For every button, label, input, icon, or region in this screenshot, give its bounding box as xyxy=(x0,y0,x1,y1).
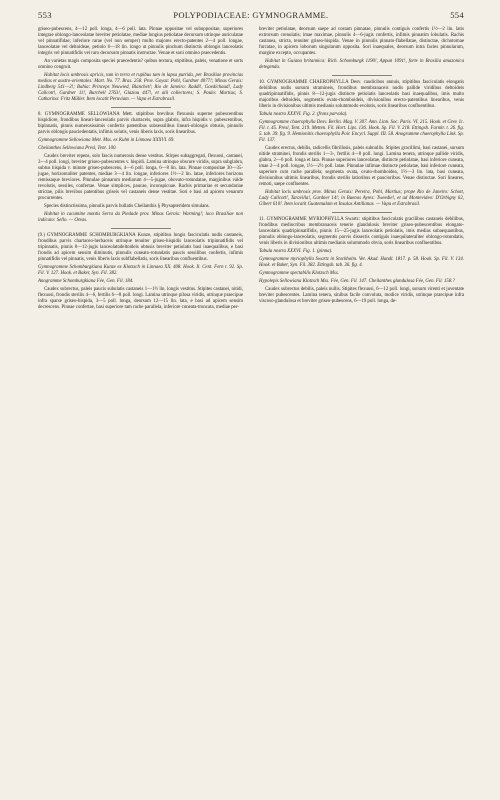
paragraph: An varietas magis composita speciei praecedentis? quibus textura, stipitibus, paleis, venatione et sorts omnino congruit. xyxy=(38,59,243,71)
left-column xyxy=(38,27,243,313)
section-divider xyxy=(111,107,171,108)
synonym-citation: Cheilanthes Sellowiana Presl, Tent. 100. xyxy=(38,145,117,151)
synonym-citation: Gymnogramme chaerophylla Desv. Berlin. Mag. V. 307. Ann. Linn. Soc. Paris. VI. 215. Hook. et Grev. Ic. Fil. t. 45. Presl, Tent. 219. Metten. Fil. Hort. Lips. 136. Hook. Sp. Fil. V. 218. Ettingsh. Farnkr. t. 26. fig. 5. tab. 39. fig. 9. Hemionitis chaerophylla Poir. Encycl. Suppl. III. 58. Anogramme chaerophylla Link. Sp. Fil. 137. xyxy=(259,120,464,144)
section-divider xyxy=(332,75,392,76)
habitat-note: Habitat in Guiana britannica: Rich. Schomburgk 1190!, Appun 1091!, forte in Brasilia amazonica detegenda. xyxy=(259,59,464,71)
species-heading: 10. GYMNOGRAMME CHAEROPHYLLA Desv. caudicibus annuis, stipitibus fasciculatis elongatis debilibus nudis sursum stramineis, frondibus membranaceis nudis pallide viridibus deltoideis quadripinnatifidis, pinnis 8—12-jugis distincte petiolatis lanceolatis basi inaequalibus, imis multo majoribus deltoideis, segmentis ovato-rhomboideis, divisionibus erecto-patentibus linearibus, venis liberis in divisionibus ultimis medianis solummodo evolutis, soris linearibus confluentibus. xyxy=(259,80,464,110)
paragraph: Species distinctissima, pinnulis parvis bullatis Cheilanthis § Physapteridem simulans. xyxy=(44,204,210,209)
paragraph: Caudex breviter repens, solo fascis numerosis dense vestitus. Stirpes subaggregati, flexuosi, castanei, 3—4 poll. longi, breviter griseo-pubescentes v. hispidi. Lamina utrinque obscure viridis, supra subglabra, subtus hispida v. minute griseo-pubescens, 4—6 poll. longa, 6—8 lin. lata. Pinnae compositae 30—35-jugae, horizontaliter patentes, mediae 3—4 lin. longae, inferiores 1½—2 lin. latae, inferiores horizons remissaque breviores. Pinnulae pinnarum mediarum 4—5-jugae, obovato-rotundatae, marginibus valde revolutis, sessiles, confertae. Venae simplices, paucae, inconspicuae. Rachis primariae et secundariae strictae, pilis brevibus patentibus griseis vel castaneis dense vestitae. Sori e basi ad apicem venarum procurrentes. xyxy=(38,153,243,202)
section-divider xyxy=(332,212,392,213)
synonym-citation: Hypolepis Sellowiana Klotzsch Mss. Fée, Gen. Fil. 147. Cheilanthes glandulosa Fée, Gen. Fil. 158.? xyxy=(259,278,455,284)
left-page-number: 553 xyxy=(38,10,52,20)
species-heading: 8. GYMNOGRAMME SELLOWIANA Mett. stipitibus brevibus flexuosis superne pubescentibus hispidiore, frondibus lineari-lanceolatis parvis chartaceis, supra glabris, infra hispidis v. pubescentibus, bipinnatis, pinnis numerosissimis confertis patentibus subsessilibus lineari-oblongis obtusis, pinnulis parvis oblongis pauciedentatis, infimis solutis, venis liberis laxis, soris linearibus. xyxy=(38,112,243,136)
plate-reference: Tabula nostra XXXVI. Fig. 1. (pinna). xyxy=(259,249,333,255)
synonym-citation: Gymnogramme myriophylla Swartz in Stockholm. Vet. Akad. Handl. 1817. p. 58. Hook. Sp. Fil. V. 134. Hook. et Baker, Syn. Fil. 382. Ettingsh. tab. 36. fig. 4. xyxy=(259,257,464,269)
paragraph: Caudex subrectus, paleis paucis subulatis castaneis 1—1½ lin. longis vestitus. Stipites castanei, nitidi, flexuosi, frondis sterilis 4—6, fertilis 6—8 poll. longi. Lamina utrinque pilosa viridis, utrinque praecipue infra sparse griseo-hispida, 3—5 poll. longa, deorsum 12—15 lin. lata, e basi ad apicem sensim decrescens. Pinnae confertae, basi superiore tam rache parallela, inferiore cuneata-truncata, mediae per- xyxy=(38,286,243,310)
species-heading: 11. GYMNOGRAMME MYRIOPHYLLA Swartz: stipitibus fasciculatis gracilibus castaneis debilibus, frondibus mediocribus membranaceis tenerie glandulosis breviter griseo-pubescentibus elongato-lanceolatis quadripinnatifidis, pinnis 15—25-jugis lanceolatis petiolatis, imis medias subaequantibus, pinnulis oblongo-lanceolatis, segmentis parvis dissectis contiguis inaequilateraliter oblongo-rotundatis, venis liberis in divisionibus ultimis medianis solummodo obvia, soris linearibus confluentibus. xyxy=(259,217,464,247)
species-heading: (9.) GYMNOGRAMME SCHOMBURGKIANA Kunze, stipitibus longis fasciculatis nudis castaneis, frondibus parvis chartaceo-herbaceis utrinque tenuiter griseo-hispidis lanceolatis tripinnatifidis vel tripinnatis, pinnis 8—12-jugis lanceolatodeltoideis obtusis breviter petiolatis basi inaequalibus, e basi frondis ad apicem sensim diminutis, pinnulis cuneato-rotundatis paucis sessilibus confertis, infimis pinnatifidis vel pinnatis, venis liberis laxis subflabellatis, soris linearibus confluentibus. xyxy=(38,232,243,263)
habitat-note: Habitat in cacumine montis Serra da Piedade prov. Minas Gerais: Warming!; loco Brasiliae non indicato: Sello. — Oreas. xyxy=(38,211,243,223)
running-header xyxy=(38,10,464,24)
habitat-note: Habitat locis umbrosis prov. Minas Gerais: Pereira, Pohl, Martius; prope Rio de Janeiro: Schott, Lady Callcott!, Taravilla!, Gardner 14!; in Buenos Ayres: Tweedie!, et ad Montevideo: D'Orbigny 62, Gibert 610!. Item locatit Guatemalam et Insulas Antillanas. — Vapa et Estrabrasil. xyxy=(259,190,464,208)
right-column xyxy=(259,27,464,313)
synonym-citation: Gymnogramme Schomburgkiana Kunze ex Klotzsch in Linnaea XX. 408. Hook. Il. Cent. Fern t. 92. Sp. Fil. V. 127. Hook. et Baker, Syn. Fil. 382. xyxy=(38,264,243,277)
paragraph: Caudex erectus, debilis, radicellis fibrillosis, paleis subnullis. Stipites gracillimi, basi castanei, sursum nitide straminei, frondis sterilis 1—3-, fertilis 4—8 poll. longi. Lamina tenera, utrinque pallide viridis, glabra, 2—6 poll. longa et lata. Pinnae superiores lanceolatae, distincte petiolatae, basi inferiore cuneata, imae 2—4 poll. longae, 1½—2½ poll. latae. Pinnulae infimae distincte petiolatae, basi inferiore cuneata, superiore cum rache parallela; segmenta ovata, ovato-rhomboidea, 1½—3 lin. lata, basi cuneata, divisionibus ultimis linearibus, frondis sterilis latioribus et paucioribus. Venae distinctae. Sori lineares, remoti, saepe confluentes. xyxy=(259,145,464,188)
plate-reference: Tabula nostra XXXVI. Fig. 2. (frons parvula). xyxy=(259,112,348,118)
section-divider xyxy=(111,228,171,229)
text-columns xyxy=(38,27,464,313)
running-title: POLYPODIACEAE: GYMNOGRAMME. xyxy=(173,11,329,20)
paragraph: breviter petiolatae, deorsum saepe ad costam pinnatae, pinnulis contiguis confertis 1½—2 lin. latis extrorsum crenulatis; imae maximae, pinnulis 4—6-jugis confertis, infimis pinnatim lobulatis. Rachis castanea, stricta, tenuiter griseo-hispida. Venae in pinnulis pinnato-flabellatae, distinctae, dichotomae furcatae, in apicem loborum singularum opposita. Sori inaequales, deorsum intra facies pinnularum, margine excepto, occupantes. xyxy=(259,27,464,57)
synonym-citation: Anogramme Schomburgkiana Fée, Gen. Fil. 184. xyxy=(38,278,134,284)
paragraph: Caudex subrectus debilis, paleis nullis. Stipites flexuosi, 6—12 poll. longi, sursum virenti et juventate breviter pubescentes. Lamina tenera, sinibus facile convoluta, modice viridis, utrinque praecipue infra viscoso-glandulosa et breviter griseo-pubescens, 6—19 poll. longa, de- xyxy=(259,286,464,304)
synonym-citation: Gymnogramme Sellowiana Mett. Mss. ex Kuhn in Linnaea XXXVI. 69. xyxy=(38,138,175,144)
synonym-citation: Gymnogramme spectabilis Klotzsch Mss. xyxy=(259,271,339,277)
paragraph: griseo-pubescens, 4—12 poll. longa, 4—6 poll. lata. Pinnae oppositae vel suboppositae, superiores integrae oblongo-lanceolatae breviter petiolatae, mediae longius petiolatae decursum utrinque auriculatae vel pinnatifidae; inferiore rarae (vel non semper) multo majores erecto-patentes 2—4 poll. longae, lanceolatae vel deltoideae, petiolo 6—18 lin. longo ut pinnulis pinchum distinctis oblongis lanceolatis integris vel pinnatifidis vel raro decursum pinnatis instructae. Venae et soni omnino praecedentis. xyxy=(38,27,243,57)
right-page-number: 554 xyxy=(450,10,464,20)
habitat-note: Habitat locis umbrosis apricis, tam in terra et rupibus tam in lapsa putrida, per Brasiliae provincias medias et austro-orientales: Mart. No. 77. Bras. 258. Prov. Goyaz: Pohl, Gardner 4077!; Minas Gerais: Lindberg 541—2!; Bahia: Princeps Neuwied, Blanchet!; Rio de Janeiro: Raddi!, Goedichaud!, Lady Callcott!, Gardner 11!, Burchell 2763!, Glaziou 447!, et alii collectores; S. Paulo: Martius; S. Catharina: Fritz Müller. Item locatit Peruviam. — Vapa et Estrabrasil. xyxy=(38,72,243,103)
